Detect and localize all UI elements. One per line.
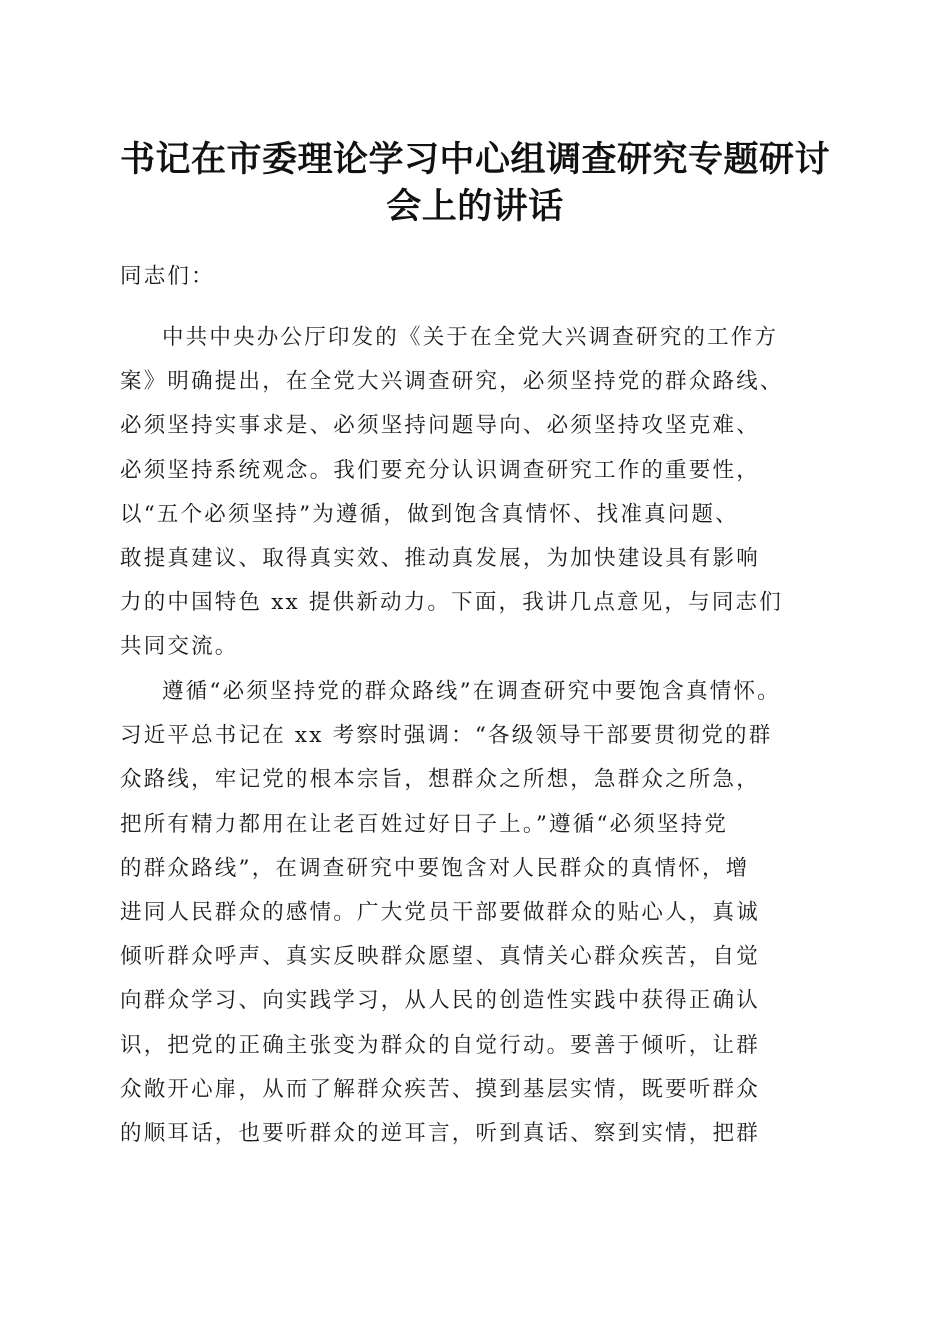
paragraph-line: 必须坚持系统观念。我们要充分认识调查研究工作的重要性， [120,457,760,483]
paragraph-line: 共同交流。 [120,634,239,660]
paragraph-line: 的顺耳话，也要听群众的逆耳言，听到真话、察到实情，把群 [120,1120,760,1146]
title-line: 书记在市委理论学习中心组调查研究专题研讨 [119,139,830,180]
paragraph-line: 倾听群众呼声、真实反映群众愿望、真情关心群众疾苦，自觉 [120,944,760,970]
paragraph [120,670,840,1156]
paragraph-line: 必须坚持实事求是、必须坚持问题导向、必须坚持攻坚克难、 [120,413,760,439]
paragraph-line: 众敞开心扉，从而了解群众疾苦、摸到基层实情，既要听群众 [120,1076,760,1102]
paragraph-line: 力的中国特色 xx 提供新动力。下面，我讲几点意见，与同志们 [120,590,783,616]
paragraph-line: 向群众学习、向实践学习，从人民的创造性实践中获得正确认 [120,988,760,1014]
document-title [110,136,840,230]
paragraph-line: 遵循“必须坚持党的群众路线”在调查研究中要饱含真情怀。 [162,679,781,704]
paragraph-line: 把所有精力都用在让老百姓过好日子上。”遵循“必须坚持党 [120,811,729,837]
paragraph-line: 的群众路线”，在调查研究中要饱含对人民群众的真情怀，增 [120,855,750,881]
paragraph-line: 众路线，牢记党的根本宗旨，想群众之所想，急群众之所急， [120,767,760,793]
paragraph-line: 中共中央办公厅印发的《关于在全党大兴调查研究的工作方 [162,325,779,350]
paragraph-line: 识，把党的正确主张变为群众的自觉行动。要善于倾听，让群 [120,1032,760,1058]
paragraph-line: 习近平总书记在 xx 考察时强调：“各级领导干部要贯彻党的群 [120,723,773,749]
paragraph-line: 敢提真建议、取得真实效、推动真发展，为加快建设具有影响 [120,545,760,571]
paragraph-line: 以“五个必须坚持”为遵循，做到饱含真情怀、找准真问题、 [120,501,739,527]
paragraph-line: 进同人民群众的感情。广大党员干部要做群众的贴心人，真诚 [120,899,760,925]
paragraph-line: 案》明确提出，在全党大兴调查研究，必须坚持党的群众路线、 [120,369,784,395]
paragraph [120,316,840,670]
title-line: 会上的讲话 [386,186,564,227]
salutation: 同志们： [120,264,215,289]
